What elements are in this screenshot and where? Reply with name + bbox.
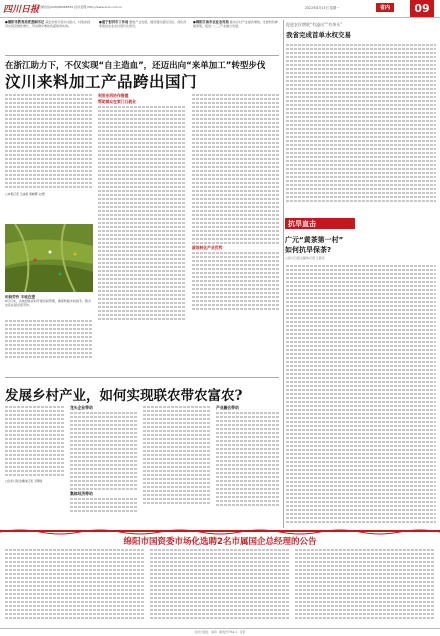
page-footer: 四川日报社 · 承印 · 邮发代号61-1 · 定价 [0,628,440,636]
page-header [0,0,440,18]
section-banner-label: 抗旱直击 [288,220,316,228]
teaser-2[interactable] [99,20,187,52]
main-credit: □本报记者 王成栋 胡晓娜 文/图 [5,192,45,196]
right-subhead: 促进农民增收“有溢出”“有奔头” [286,22,343,27]
main-body-col-3 [192,92,280,342]
caption-title: 田间劳作 丰收在望 [5,295,36,299]
photo-caption [5,295,93,308]
teaser-3[interactable] [193,20,279,52]
announcement-headline: 绵阳市国资委市场化选聘2名市属国企总经理的公告 [123,537,317,547]
story2-credit: □四川日报全媒体记者 王明峰 [5,479,43,483]
column-divider [283,20,284,528]
main-body-col-1 [5,92,93,222]
story2-headline: 发展乡村产业，如何实现联农带农富农? [5,388,243,404]
section-head: 龙头企业带动 [70,405,93,410]
teaser-title: ●遂宁射洪市工作局 [99,20,129,24]
main-subhead: 在浙江助力下，不仅实现“自主造血”，还迈出向“来单加工”转型步伐 [5,61,266,71]
caption-text: 8月以来，各地抢抓农时开展田间管理，确保秋粮丰收到手。图为农民在稻田里劳作。 [5,299,91,308]
teaser-text: 推动乡村产业提质增效，发展特色种植养殖，促进一二三产业融合发展。 [193,20,278,29]
pan-headline-1: 广元“黄茶第一村” [285,236,344,244]
story2-col-2 [70,404,138,528]
teaser-text: 聚焦产业发展，围绕强村富民目标，深化改革推进农业农村现代化建设。 [99,20,187,29]
section-head: 集体经济带动 [70,491,93,497]
header-info: 新闻热线(028)86968552 投诉受理 http://www.scol.com.cn [38,5,123,9]
pan-headline-2: 如何抗旱保茶? [285,246,332,254]
pan-author: □四川日报全媒体记者 王眉灵 [285,256,325,260]
rice-field-photo [5,224,93,292]
story2-col-3 [143,404,211,528]
section-head: 产业融合带动 [216,405,239,410]
section-head: 就地转化产业优势 [192,245,223,250]
photo-story-body [5,318,93,372]
announcement-col-2 [150,547,290,625]
teaser-text: 基层党建引领乡村振兴，村集体经济实现突破性增长，带动群众增收致富取得实效。 [5,20,91,29]
teaser-title: ●绵阳江油市农业农村局 [193,20,229,24]
page-number: 09 [410,0,434,17]
teaser-title: ●德阳市教育局党委副书记 [5,20,45,24]
section-head: 利用东西协作搭建 [98,93,129,98]
right-story-body [286,42,436,214]
story2-col-4 [216,404,280,528]
divider [5,55,279,56]
main-headline: 汶川来料加工产品跨出国门 [5,72,198,91]
main-body-col-2 [98,92,186,342]
issue-date: 2022年8月15日 星期一 [305,6,340,10]
section-label: 省内 [376,3,394,12]
divider [5,377,279,378]
newspaper-logo: 四川日报 [3,5,40,15]
right-headline: 我省完成首单水权交易 [286,31,351,39]
announcement-col-1 [5,547,145,625]
announcement-col-3 [295,547,435,625]
pan-story-body [286,263,436,525]
section-head: 帮助群众在家门口就业 [98,99,136,105]
story2-col-1 [5,404,65,522]
teaser-1[interactable] [5,20,93,52]
